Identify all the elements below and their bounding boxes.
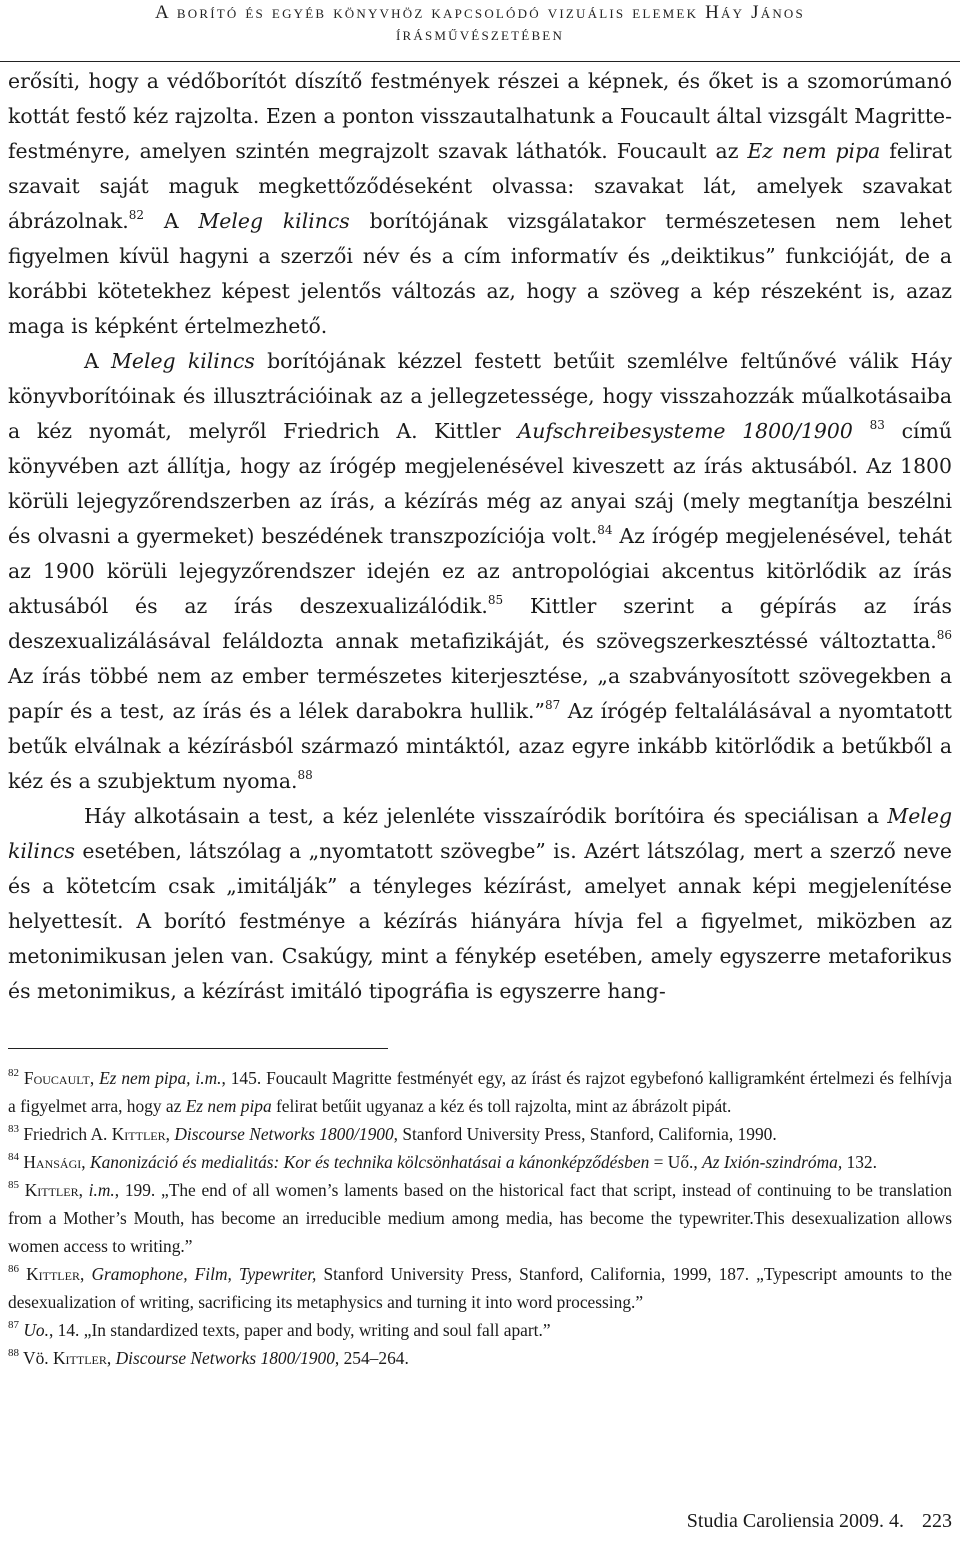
footnote-ref-86[interactable]: 86 [936,628,952,643]
page-footer [687,1508,952,1534]
text-run: , [78,1180,89,1200]
footnote-ref-87[interactable]: 87 [544,698,561,713]
italic-title: Aufschreibesysteme 1800/1900 [517,419,853,443]
text-run: , [89,1068,100,1088]
text-run: felirat szavait saját maguk megkettőződéseként olvassa: szavakat lát, amelyek szavakat ábrázolnak. [8,139,952,233]
text-run: , 254–264. [334,1348,409,1368]
text-run: , 199. „The end of all women’s laments based on the historical fact that script, instead of continuing to be translation from a Mother’s Mouth, has become an irreducible medium among media, has become the typewriter.This desexualization allows women access to writing.” [8,1180,952,1256]
footnote-author: Kittler [26,1264,80,1284]
running-header-line-1: A borító és egyéb könyvhöz kapcsolódó vizuális elemek Háy János [155,2,805,23]
footnote-ref-84[interactable]: 84 [597,523,613,538]
text-run: , [79,1264,92,1284]
text-run: , 145. Foucault Magritte festményét egy, az írást és rajzot egybefonó kalligramként értelmezi és felhívja a figyelmet arra, hogy az [8,1068,952,1116]
text-run: erősíti, hogy a védőborítót díszítő festmények részei a képnek, és őket is a szomorúmanó kottát festő kéz rajzolta. Ezen a ponton visszautalhatunk a Foucault által vizsgált Magritte-festményre, amelyen szintén megrajzolt szavak láthatók. Foucault az [8,69,952,163]
text-run: , 14. „In standardized texts, paper and body, writing and soul fall apart.” [48,1320,551,1340]
footnote-number: 82 [8,1067,19,1080]
text-run: Friedrich A. [19,1124,112,1144]
footnote-title: Uo. [23,1320,49,1340]
text-run: felirat betűit ugyanaz a kéz és toll rajzolta, mint az ábrázolt pipát. [271,1096,732,1116]
main-text [8,64,952,1009]
footnotes [8,1064,952,1372]
footnote-title: Az Ixión-szindróma, [702,1152,843,1172]
text-run: Háy alkotásain a test, a kéz jelenléte visszaíródik borítóira és speciálisan a [84,804,888,828]
text-run: Vö. [19,1348,53,1368]
text-run: Kittler szerint a gépírás az írás deszexualizálásával feláldozta annak metafizikáját, és szövegszerkesztéssé változtatta. [8,594,952,653]
text-run: Az írógép feltalálásával a nyomtatott betűk elválnak a kézírásból származó mintáktól, azaz egyre inkább kitörlődik a betűkből a kéz és a szubjektum nyoma. [8,699,952,793]
text-run: Stanford University Press, Stanford, California, 1999, 187. „Typescript amounts to the desexualization of writing, sacrificing its metaphysics and turning it into word processing.” [8,1264,952,1312]
footnote-82 [8,1064,952,1120]
footnote-title: Gramophone, Film, Typewriter, [91,1264,317,1284]
text-run: borítójának kézzel festett betűit szemlélve feltűnővé válik Háy könyvborítóinak és illusztrációinak az a jellegzetessége, hogy visszahozzák műalkotásaiba a kéz nyomát, melyről Friedrich A. Kittler [8,349,952,443]
footnote-author: Hansági [23,1152,82,1172]
footnote-author: Foucault [23,1068,90,1088]
text-run: esetében, látszólag a „nyomtatott szövegbe” is. Azért látszólag, mert a szerző neve és a kötetcím csak „imitálják” a tényleges kézírást, amelyet annak képi megjelenítése helyettesít. A borító festménye a kézírás hiányára hívja fel a figyelmet, miközben az metonimikusan jelen van. Csakúgy, mint a fénykép esetében, amely egyszerre metaforikus és metonimikus, a kézírást imitáló tipográfia is egyszerre hang- [8,839,952,1003]
footnote-83 [8,1120,952,1148]
text-run: Az írógép megjelenésével, tehát az 1900 körüli lejegyzőrendszer idején ez az antropológiai akcentus kitörlődik az írás aktusából és az írás deszexualizálódik. [8,524,952,618]
running-header-line-2: írásművészetében [395,24,565,45]
italic-title: Meleg kilincs [8,804,952,863]
footnote-85 [8,1176,952,1260]
footnote-separator [8,1048,388,1049]
footnote-number: 85 [8,1179,19,1192]
footnote-84 [8,1148,952,1176]
footnote-author: Kittler [111,1124,166,1144]
text-run: Az írás többé nem az ember természetes kiterjesztése, „a szabványosított szövegekben a papír és a test, az írás és a lélek darabokra hullik.” [8,664,952,723]
running-header [0,0,960,62]
text-run: 132. [842,1152,877,1172]
footnote-title: Kanonizáció és medialitás: Kor és technika kölcsönhatásai a kánonképződésben [89,1152,650,1172]
italic-title: Meleg kilincs [198,209,350,233]
page-number: 223 [922,1510,952,1532]
text-run: = Uő., [649,1152,703,1172]
footnote-author: Kittler [24,1180,79,1200]
footnote-title: i.m. [88,1180,115,1200]
footnote-ref-83[interactable]: 83 [869,418,885,433]
journal-name: Studia Caroliensia 2009. 4. [686,1510,904,1532]
text-run: című könyvében azt állítja, hogy az írógép megjelenésével kiveszett az írás aktusából. Az 1800 körüli lejegyzőrendszerben az írás, a kézírás még az anyai száj (mely megtanítja beszélni és olvasni a gyermeket) beszédének transzpozíciója volt. [8,419,952,548]
text-run: , [165,1124,175,1144]
footnote-number: 88 [8,1347,19,1360]
footnote-number: 84 [8,1151,19,1164]
footnote-number: 83 [8,1123,19,1136]
footnote-87 [8,1316,952,1344]
footnote-number: 86 [8,1263,19,1276]
footnote-88 [8,1344,952,1372]
paragraph-2 [8,344,952,799]
text-run: , [81,1152,90,1172]
footnote-author: Kittler [52,1348,107,1368]
footnote-ref-85[interactable]: 85 [487,593,504,608]
footnote-title: Ez nem pipa [185,1096,272,1116]
footnote-ref-88[interactable]: 88 [297,768,313,783]
footnote-86 [8,1260,952,1316]
text-run: , [106,1348,116,1368]
text-run: A [84,349,112,373]
footnote-ref-82[interactable]: 82 [128,208,145,223]
paragraph-3 [8,799,952,1009]
text-run: , Stanford University Press, Stanford, California, 1990. [393,1124,777,1144]
text-run: A [144,209,199,233]
footnote-title: Discourse Networks 1800/1900 [115,1348,335,1368]
footnote-title: Ez nem pipa, i.m. [99,1068,222,1088]
footnote-title: Discourse Networks 1800/1900 [174,1124,394,1144]
paragraph-1 [8,64,952,344]
text-run: borítójának vizsgálatakor természetesen nem lehet figyelmen kívül hagyni a szerzői név és a cím informatív és „deiktikus” funkcióját, de a korábbi kötetekhez képest jelentős változás az, hogy a szöveg a kép részeként is, azaz maga is képként értelmezhető. [8,209,952,338]
footnote-number: 87 [8,1319,19,1332]
italic-title: Meleg kilincs [111,349,255,373]
italic-title: Ez nem pipa [747,139,881,163]
